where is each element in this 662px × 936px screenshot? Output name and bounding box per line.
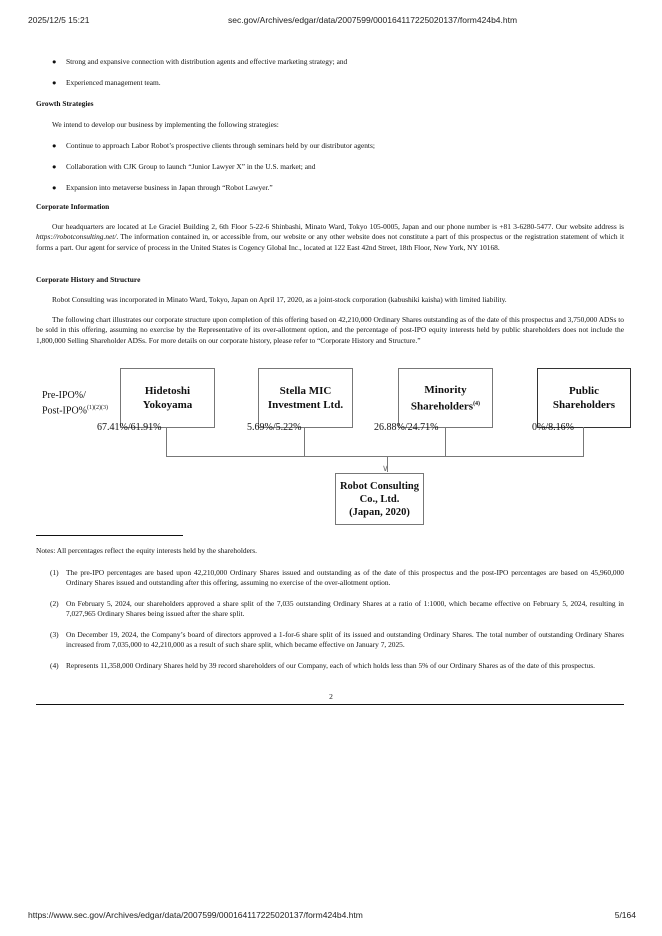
corp-info-paragraph — [36, 222, 624, 253]
legend-line-1: Pre-IPO%/ — [42, 390, 86, 401]
holder-pct: 67.41%/61.91% — [97, 422, 162, 433]
holder-box-minority — [398, 368, 493, 428]
note-item — [50, 599, 624, 620]
bullet-text: Experienced management team. — [66, 78, 161, 87]
page-number: 2 — [329, 692, 333, 701]
note-item — [50, 630, 624, 651]
history-heading: Corporate History and Structure — [36, 275, 141, 284]
holder-name: Shareholders — [410, 400, 474, 413]
print-url: https://www.sec.gov/Archives/edgar/data/2007599/000164117225020137/form424b4.htm — [28, 910, 363, 920]
connector — [583, 427, 584, 456]
bullet-item: ● Strong and expansive connection with distribution agents and effective marketing strategy; and — [52, 57, 348, 66]
text: Our headquarters are located at Le Graciel Building 2, 6th Floor 5-22-6 Shinbashi, Minato Ward, Tokyo 105-0005, Japan and our phone number is +81 3-6280-5477. Our website address is — [52, 222, 624, 231]
company-line: Co., Ltd. — [359, 493, 400, 505]
website-link[interactable]: https://robotconsulting.net/ — [36, 232, 117, 242]
history-paragraph-1: Robot Consulting was incorporated in Minato Ward, Tokyo, Japan on April 17, 2020, as a joint-stock corporation (kabushiki kaisha) with limited liability. — [52, 295, 507, 304]
connector — [166, 427, 167, 456]
print-datetime: 2025/12/5 15:21 — [28, 15, 90, 25]
holder-name: Shareholders — [552, 399, 616, 411]
holder-sup: (4) — [473, 400, 481, 407]
growth-intro: We intend to develop our business by implementing the following strategies: — [52, 120, 279, 129]
note-text: Represents 11,358,000 Ordinary Shares held by 39 record shareholders of our Company, each of which holds less than 5% of our Ordinary Shares as of the date of this prospectus. — [66, 661, 595, 670]
holder-pct: 0%/8.16% — [532, 422, 574, 433]
connector-horizontal — [166, 456, 584, 457]
bullet-text: Strong and expansive connection with distribution agents and effective marketing strategy; and — [66, 57, 348, 66]
bullet-item: ● Collaboration with CJK Group to launch “Junior Lawyer X” in the U.S. market; and — [52, 162, 316, 171]
note-number: (1) — [50, 568, 59, 577]
note-number: (4) — [50, 661, 59, 670]
note-text: On December 19, 2024, the Company’s board of directors approved a 1-for-6 share split of its issued and outstanding Ordinary Shares. The total number of outstanding Ordinary Shares increased from 7,035,000 to 42,210,000 as a result of such share split, which became effective on January 7, 2025. — [66, 630, 624, 650]
holder-name: Minority — [424, 383, 467, 396]
holder-box-stella — [258, 368, 353, 428]
note-number: (2) — [50, 599, 59, 608]
print-page-count: 5/164 — [614, 910, 636, 920]
company-line: (Japan, 2020) — [349, 506, 410, 518]
footnote-rule — [36, 535, 183, 536]
holder-box-public — [537, 368, 631, 428]
holder-box-yokoyama — [120, 368, 215, 428]
bullet-item: ● Expansion into metaverse business in Japan through “Robot Lawyer.” — [52, 183, 273, 192]
note-text: The pre-IPO percentages are based upon 42,210,000 Ordinary Shares issued and outstanding as of the date of this prospectus and the post-IPO percentages are based on 45,960,000 Ordinary Shares issued and outstanding after this offering, assuming no exercise of the over-allotment option. — [66, 568, 624, 588]
holder-name: Public — [569, 385, 599, 397]
holder-pct: 5.69%/5.22% — [247, 422, 302, 433]
holder-name: Hidetoshi — [144, 385, 191, 397]
notes-intro: Notes: All percentages reflect the equity interests held by the shareholders. — [36, 546, 258, 555]
connector — [304, 427, 305, 456]
arrow-down-icon: ∨ — [382, 463, 389, 473]
holder-name: Investment Ltd. — [267, 399, 344, 411]
note-text: On February 5, 2024, our shareholders approved a share split of the 7,035 outstanding Ordinary Shares at a ratio of 1:1000, which became effective on February 5, 2024, resulting in 7,027,965 Ordinary Shares being issued after the share split. — [66, 599, 624, 619]
note-number: (3) — [50, 630, 59, 639]
holder-name: Yokoyama — [142, 399, 193, 411]
chart-legend — [42, 390, 108, 417]
history-paragraph-2: The following chart illustrates our corporate structure upon completion of this offering based on 42,210,000 Ordinary Shares outstanding as of the date of this prospectus and 3,750,000 ADSs to be sold in this offering, assuming no exercise by the Representative of its over-allotment option, and the percentage of post-IPO equity interests held by public shareholders does not include the 1,800,000 Selling Shareholder ADSs. For more details on our corporate history, please refer to “Corporate History and Structure.” — [36, 315, 624, 345]
legend-sup: (1)(2)(3) — [87, 405, 109, 411]
note-item — [50, 568, 624, 589]
growth-heading: Growth Strategies — [36, 99, 94, 108]
page-rule — [36, 704, 624, 705]
bullet-text: Expansion into metaverse business in Japan through “Robot Lawyer.” — [66, 183, 273, 192]
bullet-item: ● Continue to approach Labor Robot’s prospective clients through seminars held by our distributor agents; — [52, 141, 375, 150]
bullet-item: ● Experienced management team. — [52, 78, 161, 87]
holder-pct: 26.88%/24.71% — [374, 422, 439, 433]
holder-name: Stella MIC — [279, 385, 332, 397]
corp-info-heading: Corporate Information — [36, 202, 110, 211]
note-item — [50, 661, 624, 671]
print-title: sec.gov/Archives/edgar/data/2007599/000164117225020137/form424b4.htm — [228, 15, 518, 25]
company-box — [335, 473, 424, 525]
connector — [445, 427, 446, 456]
text: . The information contained in, or accessible from, our website or any other website does not constitute a part of this prospectus or the registration statement of which it forms a part. Our agent for service of process in the United States is Cogency Global Inc., located at 122 East 42nd Street, 18th Floor, New York, NY 10168. — [36, 232, 624, 252]
bullet-text: Collaboration with CJK Group to launch “Junior Lawyer X” in the U.S. market; and — [66, 162, 316, 171]
company-line: Robot Consulting — [339, 480, 420, 492]
legend-line-2: Post-IPO% — [42, 405, 88, 417]
bullet-text: Continue to approach Labor Robot’s prospective clients through seminars held by our distributor agents; — [66, 141, 375, 150]
